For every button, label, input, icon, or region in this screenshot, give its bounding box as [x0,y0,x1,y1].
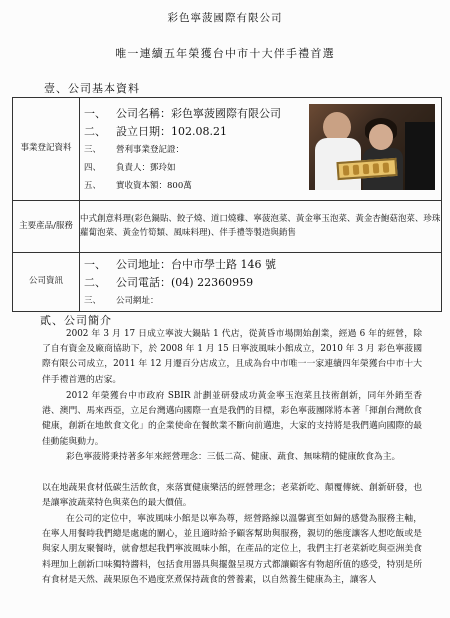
intro-paragraph-2: 2012 年榮獲台中市政府 SBIR 計劃並研發成功黃金寧玉泡菜且技術創新，同年外銷至香港、澳門、馬來西亞，立足台灣邁向國際一直是我們的目標，彩色寧菠團隊將本著「揮創台灣飲食健康，創新在地飲食文化」的企業使命在餐飲業不斷向前邁進，大家的支持將是我們邁向國際的最佳動能與動力。 [42,391,422,447]
company-header: 彩色寧菠國際有限公司 [167,12,283,24]
reg-row-owner: 四、 負責人：鄧玲如 [84,163,176,173]
intro-paragraph-5: 在公司的定位中，寧波風味小館是以寧為尊，經營路線以溫馨賓至如歸的感覺為服務主軸，在寧人用餐時我們總是處處的關心，並且適時給予顧客幫助與服務，親切的態度讓客人想吃飯或是與家人朋友聚餐時，就會想起我們寧波風味小館，在產品的定位上，我們主打老菜新吃與亞洲美食料理加上創新口味獨特醬料，包括食用器具與擺盤呈現方式都讓顧客有物超所值的感受，特別是所有食材是天然、蔬果原色不過度烹煮保持蔬食的營養素，以自然養生健康為主，讓客人 [42,514,422,585]
section-1-title: 壹、公司基本資料 [44,82,140,95]
product-label: 主要產品/服務 [13,201,80,253]
intro-paragraph-4: 以在地蔬果食材低碳生活飲食，來落實健康樂活的經營理念；老菜新吃、顛覆傳統、創新研發，也是讓寧波蔬菜特色與菜色的最大價值。 [42,483,422,509]
document-subtitle: 唯一連續五年榮獲台中市十大伴手禮首選 [115,47,335,60]
contact-row-phone: 二、 公司電話：(04) 22360959 [84,276,254,289]
reg-row-capital: 五、 實收資本額：800萬 [84,181,192,191]
reg-row-name: 一、 公司名稱：彩色寧菠國際有限公司 [84,107,281,120]
contact-cell [80,253,442,312]
reg-row-date: 二、 設立日期：102.08.21 [84,125,227,138]
section-2-title: 貳、公司簡介 [40,314,112,327]
reg-label: 事業登記資料 [13,98,80,201]
company-info-table [12,97,442,312]
reg-row-license: 三、 營利事業登記證： [84,145,185,155]
contact-label: 公司資訊 [13,253,80,312]
intro-paragraph-1: 2002 年 3 月 17 日成立寧波大鍋貼 1 代店，從黃昏市場開始創業，經過 6 年的經營，除了自有資金及廠商協助下，於 2008 年 1 月 15 日寧波風味小館成立，2010 年 3 月 彩色寧菠國際有限公司成立，2011 年 12 月遷百分店成立，且成為台中市唯一一家連續四年榮獲台中市十大伴手禮首選的店家。 [42,329,422,385]
reg-cell [80,98,442,201]
contact-row-address: 一、 公司地址：台中市學士路 146 號 [84,258,276,271]
intro-paragraph-3: 彩色寧菠將秉持著多年來經營理念：三低二高、健康、蔬食、無味精的健康飲食為主。 [66,452,401,462]
owners-photo [309,104,435,190]
contact-row-website: 三、 公司網址： [84,296,159,306]
product-text: 中式創意料理(彩色鍋貼、餃子燒、道口燒雞、寧菠泡菜、黃金寧玉泡菜、黃金杏鮑菇泡菜、珍珠蘿蔔泡菜、黃金竹筍類、風味料理)、伴手禮等製造與銷售 [80,201,442,253]
